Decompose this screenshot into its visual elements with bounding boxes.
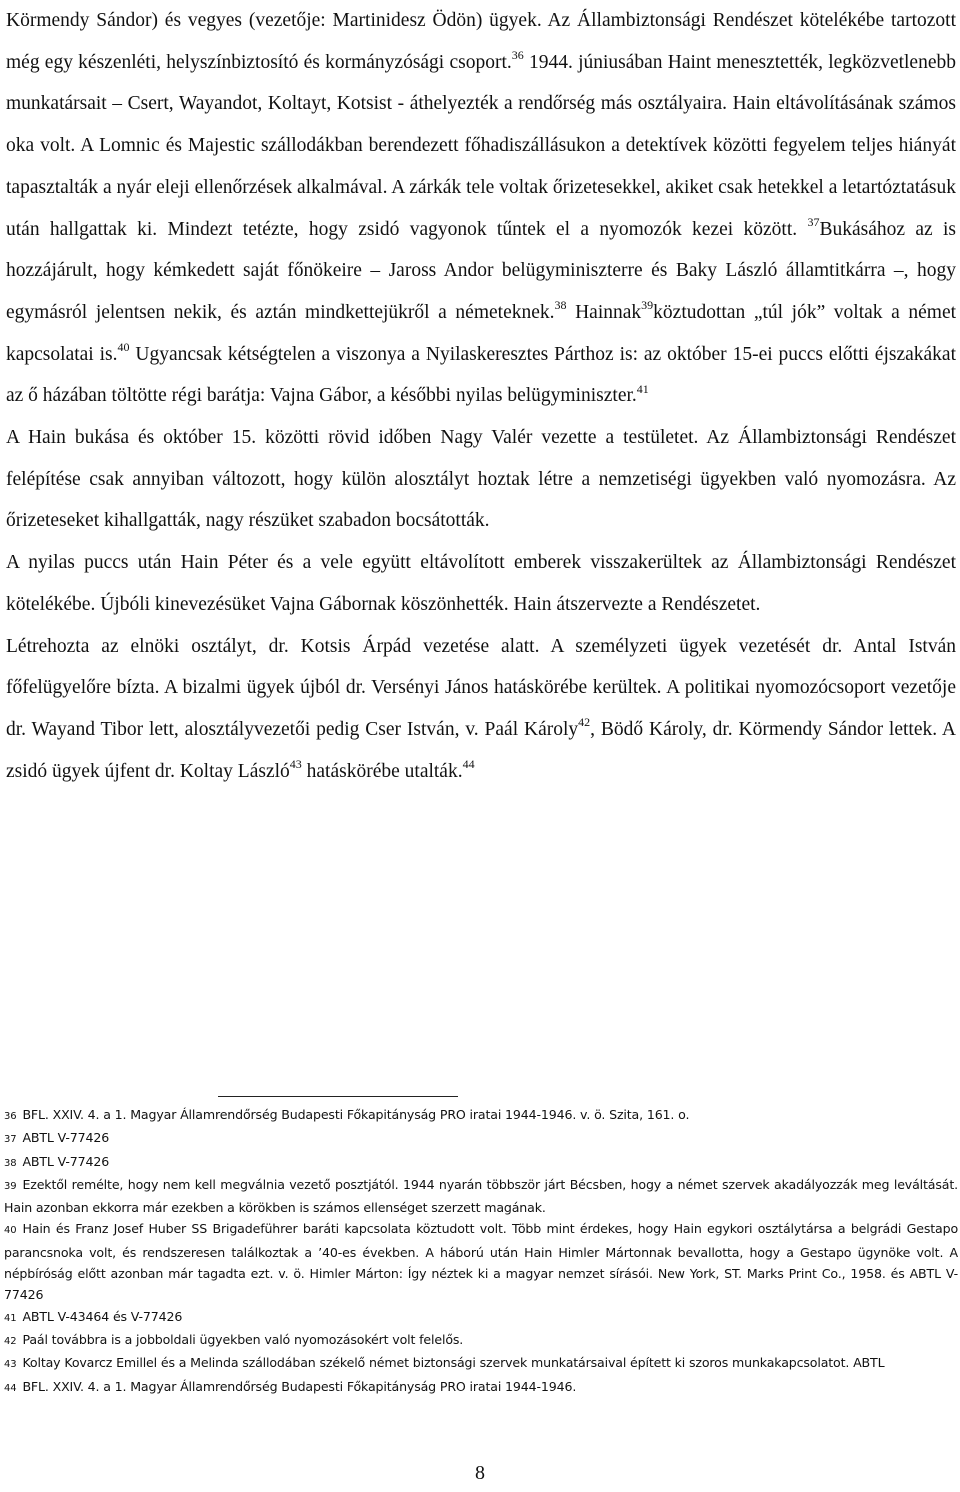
paragraph	[6, 626, 956, 793]
footnote-ref[interactable]: 36	[511, 48, 524, 63]
footnote-text: BFL. XXIV. 4. a 1. Magyar Államrendőrség Budapesti Főkapitányság PRO iratai 1944-1946. v. ö. Szita, 161. o.	[22, 1107, 690, 1122]
footnote-number: 43	[4, 1359, 17, 1371]
footnote	[4, 1174, 958, 1219]
footnote-ref[interactable]: 39	[641, 298, 654, 313]
footnote-ref[interactable]: 37	[807, 215, 820, 230]
paragraph-text: A nyilas puccs után Hain Péter és a vele együtt eltávolított emberek visszakerültek az Állambiztonsági Rendészet kötelékébe. Újbóli kinevezésüket Vajna Gábornak köszönhették. Hain átszervezte a Rendészetet.	[6, 552, 956, 615]
footnote-ref[interactable]: 43	[289, 757, 302, 772]
footnote	[4, 1104, 958, 1127]
footnote	[4, 1352, 958, 1375]
paragraph-text: hatáskörébe utalták.	[301, 760, 463, 782]
footnote-text: Paál továbbra is a jobboldali ügyekben való nyomozásokért volt felelős.	[22, 1331, 464, 1347]
footnote-text: BFL. XXIV. 4. a 1. Magyar Államrendőrség Budapesti Főkapitányság PRO iratai 1944-1946.	[22, 1378, 577, 1394]
footnote-text: ABTL V-77426	[22, 1130, 110, 1146]
footnote-ref[interactable]: 44	[462, 757, 475, 772]
footnote-number: 44	[4, 1382, 17, 1394]
footnote-text: Ezektől remélte, hogy nem kell megválnia vezető posztjától. 1944 nyarán többször járt Bécsben, hogy a német szervek akadályozzák meg leváltását. Hain azonban ekkorra már ezekben a körökben is számos ellenséget szerzett magának.	[4, 1176, 958, 1216]
footnote	[4, 1151, 958, 1174]
paragraph-text: Hainnak	[566, 301, 642, 323]
footnotes	[4, 1104, 958, 1399]
footnote-number: 40	[4, 1225, 17, 1237]
paragraph-text: köztudottan „túl jók” voltak a német kapcsolatai is.	[6, 301, 957, 365]
footnote	[4, 1218, 958, 1305]
footnote-ref[interactable]: 41	[636, 381, 649, 396]
footnote-ref[interactable]: 40	[117, 340, 130, 355]
footnote-text: Hain és Franz Josef Huber SS Brigadeführer baráti kapcsolata köztudott volt. Több mint érdekes, hogy Hain egykori osztálytársa a belgrádi Gestapo parancsnoka volt, és rendszeresen találkoztak a ’40-es években. A háború után Hain Himler Mártonnak bevallotta, hogy a Gestapo ügynöke volt. A népbíróság előtt azonban már tagadta ezt. v. ö. Himler Márton: Így néztek ki a magyar nemzet sírásói. New York, ST. Marks Print Co., 1958. és ABTL V-77426	[4, 1221, 958, 1303]
paragraph	[6, 417, 956, 542]
body-text	[6, 0, 956, 792]
footnote-number: 37	[4, 1134, 17, 1146]
footnote-text: ABTL V-77426	[22, 1153, 110, 1169]
footnote-number: 42	[4, 1335, 17, 1347]
page-number: 8	[475, 1462, 485, 1484]
footnote-ref[interactable]: 38	[554, 298, 567, 313]
footnote-number: 36	[4, 1111, 17, 1122]
paragraph-text: A Hain bukása és október 15. közötti rövid időben Nagy Valér vezette a testületet. Az Állambiztonsági Rendészet felépítése csak annyiban változott, hogy külön alosztályt hoztak létre a nemzetiségi ügyekben való nyomozásra. Az őrizeteseket kihallgatták, nagy részüket szabadon bocsátották.	[6, 427, 956, 532]
paragraph-text: 1944. júniusában Haint menesztették, legközvetlenebb munkatársait ‒ Csert, Wayandot, Koltayt, Kotsist - áthelyezték a rendőrség más osztályaira. Hain eltávolításának számos oka volt. A Lomnic és Majestic szállodákban berendezett főhadiszállásukon a detektívek közötti fegyelem teljes hiányát tapasztalták a nyár eleji ellenőrzések alkalmával. A zárkák tele voltak őrizetesekkel, akiket csak hetekkel a letartóztatásuk után hallgattak ki. Mindezt tetézte, hogy zsidó vagyonok tűntek el a nyomozók kezei között.	[6, 51, 956, 240]
footnote	[4, 1329, 958, 1352]
paragraph-text: Bukásához az is hozzájárult, hogy kémkedett saját főnökeire ‒ Jaross Andor belügyminiszterre és Baky László államtitkárra ‒, hogy egymásról jelentsen nekik, és aztán mindkettejükről a németeknek.	[6, 218, 956, 323]
paragraph-text: Létrehozta az elnöki osztályt, dr. Kotsis Árpád vezetése alatt. A személyzeti ügyek vezetését dr. Antal István főfelügyelőre bízta. A bizalmi ügyek újból dr. Versényi János hatáskörébe kerültek. A politikai nyomozócsoport vezetője dr. Wayand Tibor lett, alosztályvezetői pedig Cser István, v. Paál Károly	[6, 635, 956, 740]
footnote-text: Koltay Kovarcz Emillel és a Melinda szállodában székelő német biztonsági szervek munkatársaival épített ki szoros munkakapcsolatot. ABTL	[22, 1355, 885, 1371]
footnote-number: 41	[4, 1312, 17, 1324]
footnote	[4, 1127, 958, 1150]
footnote-number: 39	[4, 1180, 17, 1192]
paragraph-text: Ugyancsak kétségtelen a viszonya a Nyilaskeresztes Párthoz is: az október 15-ei puccs előtti éjszakákat az ő házában töltötte régi barátja: Vajna Gábor, a későbbi nyilas belügyminiszter.	[6, 343, 957, 407]
footnote	[4, 1306, 958, 1329]
paragraph	[6, 542, 956, 625]
paragraph-text: Körmendy Sándor) és vegyes (vezetője: Martinidesz Ödön) ügyek. Az Állambiztonsági Rendészet kötelékébe tartozott még egy készenléti, helyszínbiztosító és kormányzósági csoport.	[6, 10, 956, 73]
footnote-number: 38	[4, 1157, 17, 1169]
paragraph-text: , Bödő Károly, dr. Körmendy Sándor lettek. A zsidó ügyek újfent dr. Koltay László	[6, 718, 956, 782]
footnote-text: ABTL V-43464 és V-77426	[22, 1308, 183, 1324]
footnote	[4, 1376, 958, 1399]
paragraph	[6, 0, 956, 417]
footnote-separator	[218, 1096, 458, 1097]
footnote-ref[interactable]: 42	[578, 715, 591, 730]
